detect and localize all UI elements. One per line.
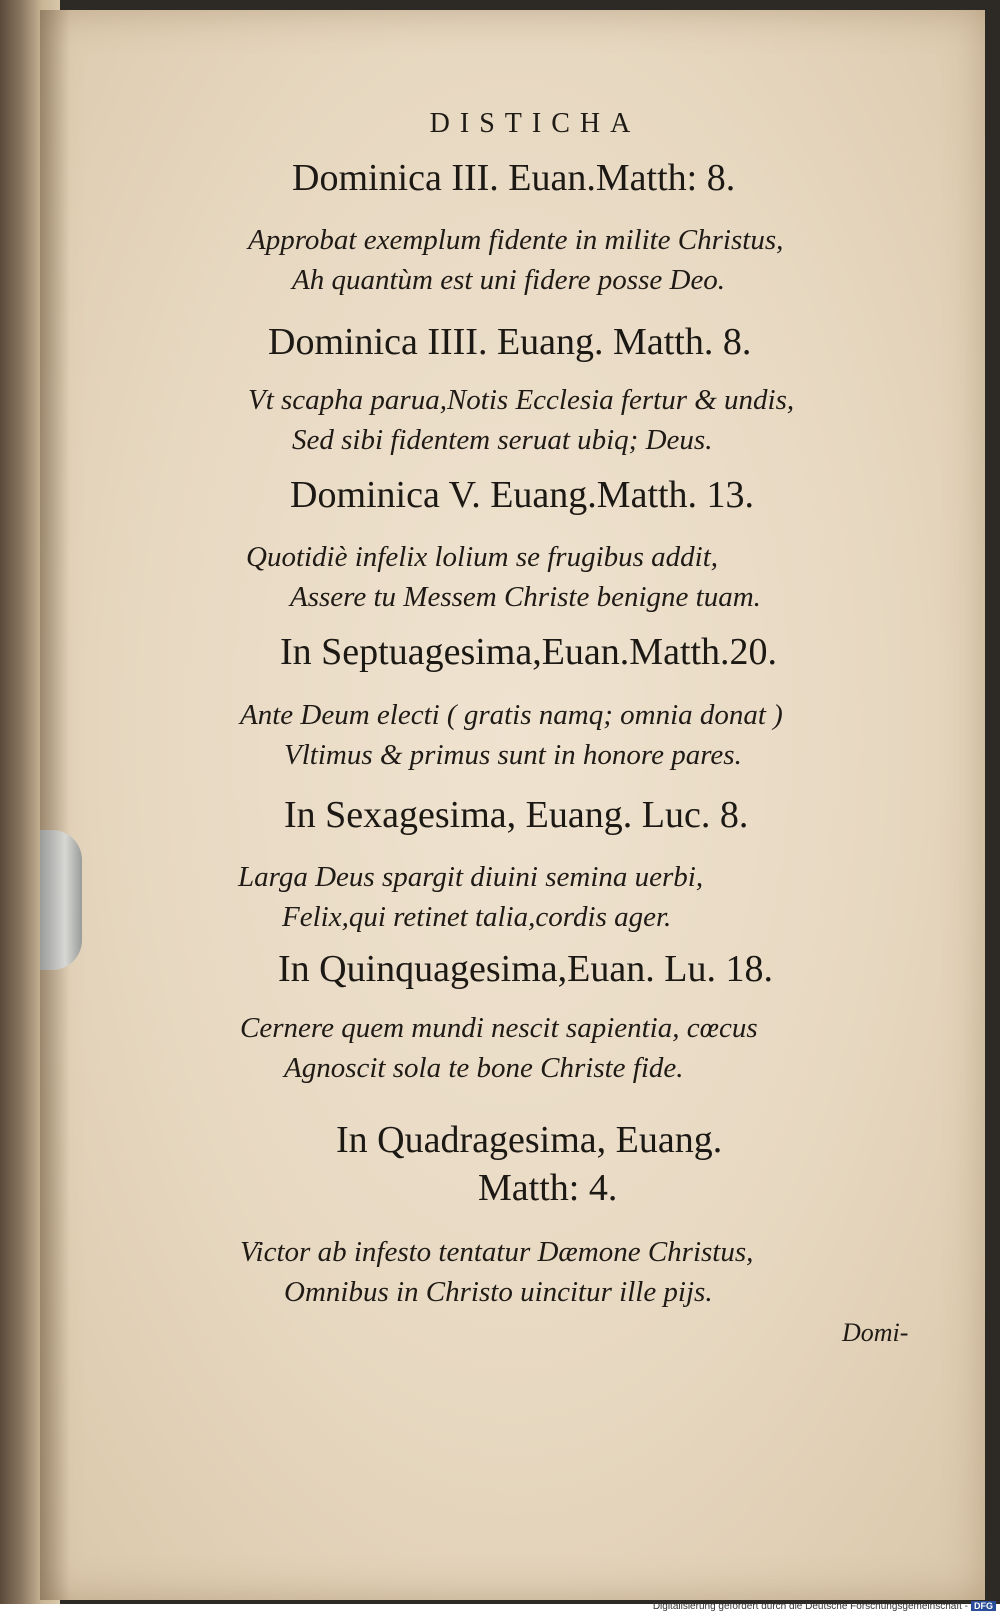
verse-line: Cernere quem mundi nescit sapientia, cœcus: [240, 1012, 758, 1044]
section-heading-continued: Matth: 4.: [478, 1167, 618, 1209]
distich: [248, 220, 783, 300]
credit-text: Digitalisierung gefördert durch die Deutsche Forschungsgemeinschaft -: [652, 1601, 968, 1612]
section-heading: Dominica III. Euan.Matth: 8.: [292, 157, 736, 199]
verse-line: Omnibus in Christo uincitur ille pijs.: [284, 1276, 713, 1308]
verse-line: Felix,qui retinet talia,cordis ager.: [282, 901, 672, 933]
distich: [240, 1232, 753, 1312]
catchword: Domi-: [842, 1318, 909, 1347]
dfg-logo: DFG: [971, 1601, 996, 1611]
section-heading: In Quadragesima, Euang.: [336, 1119, 723, 1161]
verse-line: Victor ab infesto tentatur Dæmone Christus,: [240, 1236, 754, 1268]
distich: [246, 537, 761, 617]
section-heading: In Sexagesima, Euang. Luc. 8.: [284, 794, 749, 836]
distich: [240, 695, 783, 775]
section-heading: In Septuagesima,Euan.Matth.20.: [280, 631, 778, 673]
running-head: DISTICHA: [429, 108, 641, 139]
section-heading: In Quinquagesima,Euan. Lu. 18.: [278, 948, 773, 990]
verse-line: Larga Deus spargit diuini semina uerbi,: [238, 861, 704, 893]
section-heading: Dominica IIII. Euang. Matth. 8.: [268, 321, 752, 363]
distich: [248, 380, 794, 460]
verse-line: Assere tu Messem Christe benigne tuam.: [290, 581, 761, 613]
digitization-credit: [653, 1601, 996, 1612]
verse-line: Ah quantùm est uni fidere posse Deo.: [292, 264, 726, 296]
verse-line: Vltimus & primus sunt in honore pares.: [284, 739, 742, 771]
verse-line: Quotidiè infelix lolium se frugibus addit,: [246, 541, 719, 573]
verse-line: Sed sibi fidentem seruat ubiq; Deus.: [292, 424, 713, 456]
distich: [240, 1008, 758, 1088]
section-heading: Dominica V. Euang.Matth. 13.: [290, 474, 755, 516]
verse-line: Ante Deum electi ( gratis namq; omnia donat ): [240, 699, 783, 731]
verse-line: Vt scapha parua,Notis Ecclesia fertur & undis,: [248, 384, 795, 416]
distich: [238, 857, 703, 937]
verse-line: Approbat exemplum fidente in milite Christus,: [248, 224, 784, 256]
verse-line: Agnoscit sola te bone Christe fide.: [284, 1052, 684, 1084]
